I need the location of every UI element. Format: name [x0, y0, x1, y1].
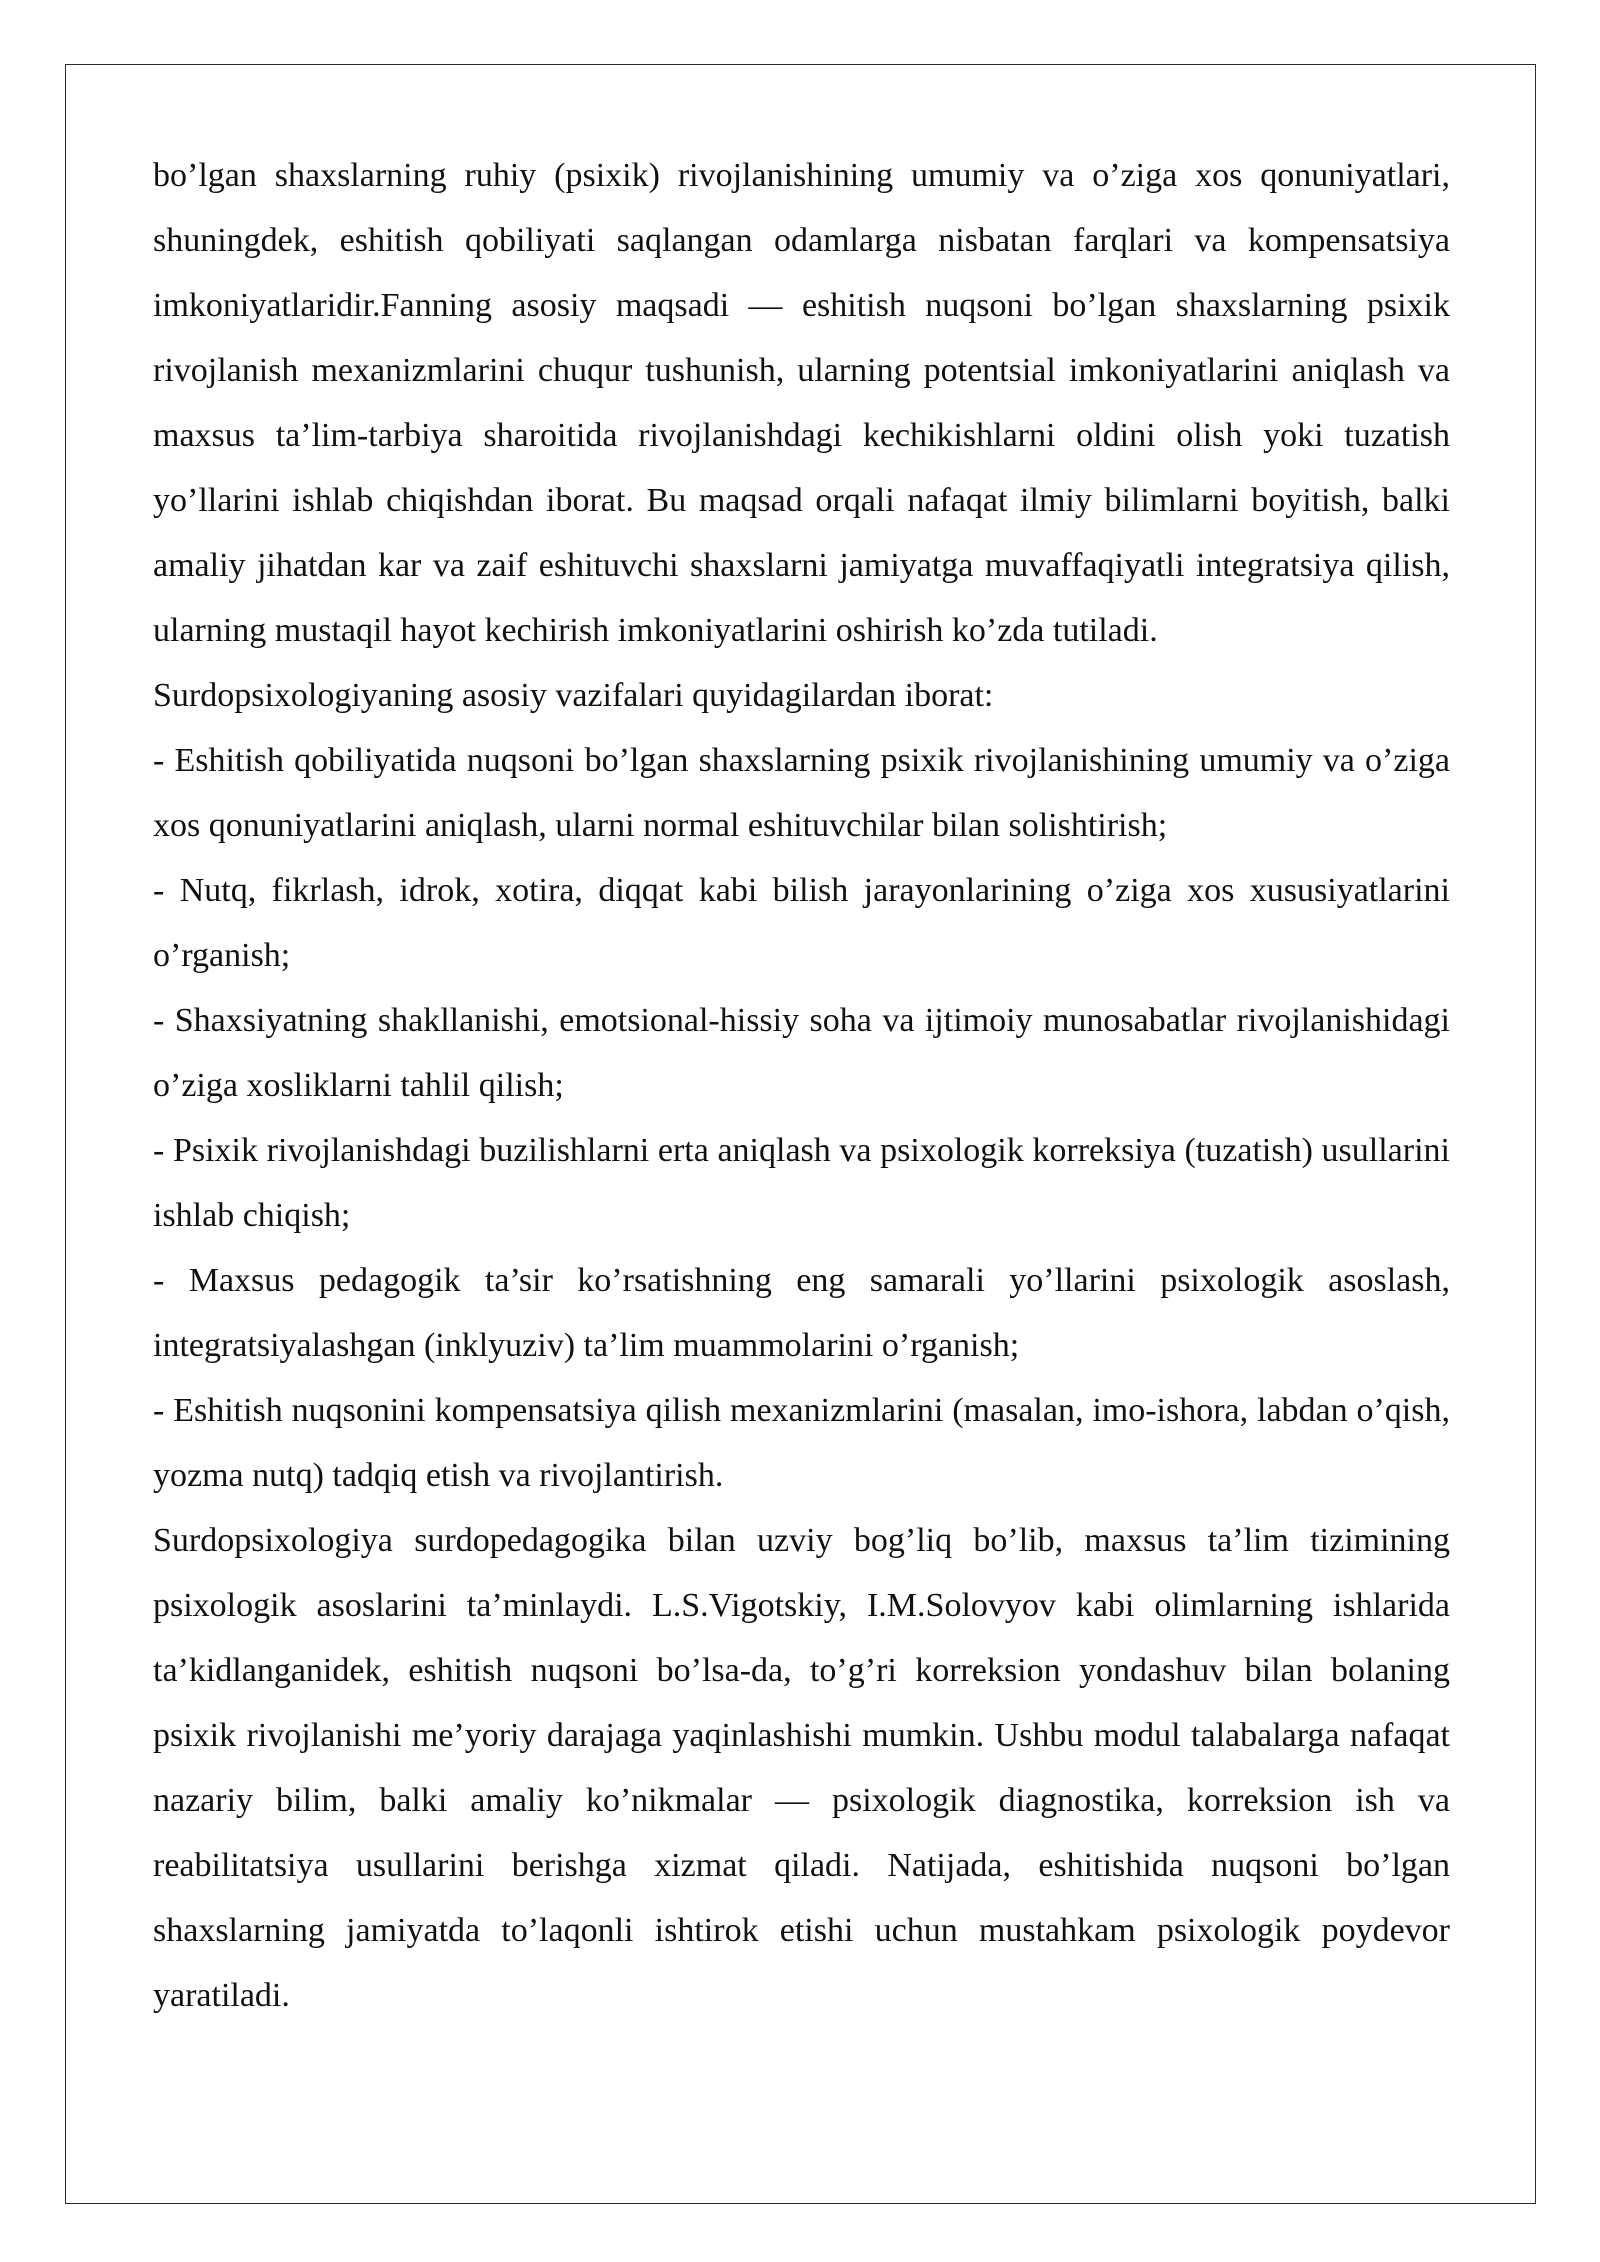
list-item-task-6: - Eshitish nuqsonini kompensatsiya qilish mexanizmlarini (masalan, imo-ishora, labdan o’qish, yozma nutq) tadqiq etish va rivojlantirish.	[153, 1392, 1450, 1494]
list-item-task-4: - Psixik rivojlanishdagi buzilishlarni erta aniqlash va psixologik korreksiya (tuzatish) usullarini ishlab chiqish;	[153, 1132, 1450, 1234]
paragraph-tasks-heading: Surdopsixologiyaning asosiy vazifalari quyidagilardan iborat:	[153, 677, 994, 714]
list-item-task-2: - Nutq, fikrlash, idrok, xotira, diqqat kabi bilish jarayonlarining o’ziga xos xususiyatlarini o’rganish;	[153, 872, 1450, 974]
document-body	[153, 143, 1450, 2028]
paragraph-conclusion: Surdopsixologiya surdopedagogika bilan uzviy bog’liq bo’lib, maxsus ta’lim tizimining psixologik asoslarini ta’minlaydi. L.S.Vigotskiy, I.M.Solovyov kabi olimlarning ishlarida ta’kidlanganidek, eshitish nuqsoni bo’lsa-da, to’g’ri korreksion yondashuv bilan bolaning psixik rivojlanishi me’yoriy darajaga yaqinlashishi mumkin. Ushbu modul talabalarga nafaqat nazariy bilim, balki amaliy ko’nikmalar — psixologik diagnostika, korreksion ish va reabilitatsiya usullarini berishga xizmat qiladi. Natijada, eshitishida nuqsoni bo’lgan shaxslarning jamiyatda to’laqonli ishtirok etishi uchun mustahkam psixologik poydevor yaratiladi.	[153, 1522, 1450, 2014]
list-item-task-3: - Shaxsiyatning shakllanishi, emotsional-hissiy soha va ijtimoiy munosabatlar rivojlanishidagi o’ziga xosliklarni tahlil qilish;	[153, 1002, 1450, 1104]
list-item-task-5: - Maxsus pedagogik ta’sir ko’rsatishning eng samarali yo’llarini psixologik asoslash, integratsiyalashgan (inklyuziv) ta’lim muammolarini o’rganish;	[153, 1262, 1450, 1364]
paragraph-intro: bo’lgan shaxslarning ruhiy (psixik) rivojlanishining umumiy va o’ziga xos qonuniyatlari, shuningdek, eshitish qobiliyati saqlangan odamlarga nisbatan farqlari va kompensatsiya imkoniyatlaridir.Fanning asosiy maqsadi — eshitish nuqsoni bo’lgan shaxslarning psixik rivojlanish mexanizmlarini chuqur tushunish, ularning potentsial imkoniyatlarini aniqlash va maxsus ta’lim-tarbiya sharoitida rivojlanishdagi kechikishlarni oldini olish yoki tuzatish yo’llarini ishlab chiqishdan iborat. Bu maqsad orqali nafaqat ilmiy bilimlarni boyitish, balki amaliy jihatdan kar va zaif eshituvchi shaxslarni jamiyatga muvaffaqiyatli integratsiya qilish, ularning mustaqil hayot kechirish imkoniyatlarini oshirish ko’zda tutiladi.	[153, 157, 1450, 649]
list-item-task-1: - Eshitish qobiliyatida nuqsoni bo’lgan shaxslarning psixik rivojlanishining umumiy va o’ziga xos qonuniyatlarini aniqlash, ularni normal eshituvchilar bilan solishtirish;	[153, 742, 1450, 844]
